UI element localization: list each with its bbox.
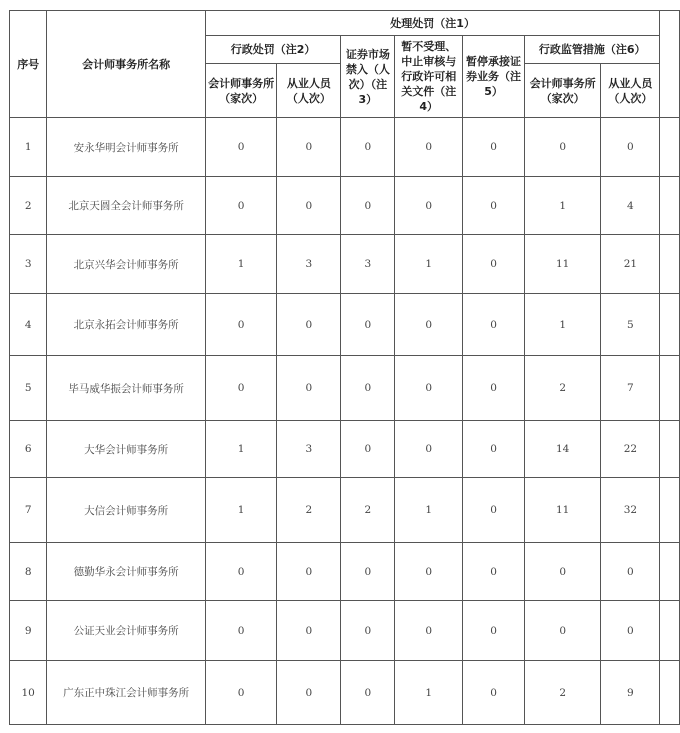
row-cut-cell: [660, 118, 680, 177]
row-value: 0: [524, 601, 600, 661]
row-value: 0: [277, 177, 341, 235]
row-value: 0: [341, 421, 395, 478]
row-value: 1: [205, 235, 277, 294]
header-reg-staff-count: 从业人员（人次）: [601, 64, 660, 118]
row-cut-cell: [660, 661, 680, 725]
row-value: 14: [524, 421, 600, 478]
row-value: 0: [277, 118, 341, 177]
header-seq: 序号: [10, 11, 47, 118]
header-reg-firm-count: 会计师事务所（家次）: [524, 64, 600, 118]
row-value: 0: [463, 601, 525, 661]
row-value: 11: [524, 478, 600, 543]
row-firm-name: 安永华明会计师事务所: [47, 118, 205, 177]
row-cut-cell: [660, 421, 680, 478]
row-value: 0: [205, 601, 277, 661]
row-seq: 3: [10, 235, 47, 294]
row-value: 22: [601, 421, 660, 478]
row-value: 0: [205, 356, 277, 421]
row-value: 7: [601, 356, 660, 421]
row-firm-name: 毕马威华振会计师事务所: [47, 356, 205, 421]
header-suspension-review: 暂不受理、中止审核与行政许可相关文件（注4）: [395, 36, 463, 118]
row-value: 0: [341, 661, 395, 725]
row-firm-name: 大华会计师事务所: [47, 421, 205, 478]
row-cut-cell: [660, 478, 680, 543]
row-firm-name: 公证天业会计师事务所: [47, 601, 205, 661]
row-value: 0: [395, 118, 463, 177]
row-value: 1: [524, 294, 600, 356]
row-value: 0: [395, 294, 463, 356]
row-seq: 5: [10, 356, 47, 421]
row-value: 32: [601, 478, 660, 543]
row-value: 0: [395, 543, 463, 601]
row-value: 2: [524, 356, 600, 421]
row-seq: 6: [10, 421, 47, 478]
row-value: 0: [341, 543, 395, 601]
row-value: 0: [395, 177, 463, 235]
row-value: 0: [463, 235, 525, 294]
row-cut-cell: [660, 543, 680, 601]
header-group: 处理处罚（注1）: [205, 11, 660, 36]
row-value: 1: [205, 478, 277, 543]
row-value: 0: [277, 661, 341, 725]
table-row: [10, 421, 680, 478]
row-value: 0: [205, 118, 277, 177]
row-value: 3: [277, 235, 341, 294]
row-seq: 10: [10, 661, 47, 725]
row-value: 5: [601, 294, 660, 356]
row-seq: 8: [10, 543, 47, 601]
row-cut-cell: [660, 177, 680, 235]
row-value: 0: [341, 177, 395, 235]
row-value: 0: [341, 356, 395, 421]
row-firm-name: 广东正中珠江会计师事务所: [47, 661, 205, 725]
row-seq: 4: [10, 294, 47, 356]
row-value: 1: [395, 478, 463, 543]
row-value: 0: [205, 294, 277, 356]
row-value: 1: [395, 661, 463, 725]
table-row: [10, 118, 680, 177]
table-row: [10, 177, 680, 235]
header-admin-penalty: 行政处罚（注2）: [205, 36, 340, 64]
row-seq: 1: [10, 118, 47, 177]
table-row: [10, 294, 680, 356]
row-value: 0: [205, 543, 277, 601]
row-seq: 7: [10, 478, 47, 543]
row-value: 0: [524, 543, 600, 601]
row-value: 0: [277, 356, 341, 421]
row-value: 11: [524, 235, 600, 294]
row-value: 0: [463, 478, 525, 543]
row-value: 0: [601, 601, 660, 661]
row-value: 9: [601, 661, 660, 725]
row-value: 0: [341, 118, 395, 177]
row-value: 0: [205, 177, 277, 235]
row-value: 0: [463, 543, 525, 601]
row-cut-cell: [660, 235, 680, 294]
header-securities-ban: 证券市场禁入（人次）（注3）: [341, 36, 395, 118]
row-value: 2: [277, 478, 341, 543]
row-value: 4: [601, 177, 660, 235]
row-value: 0: [601, 118, 660, 177]
row-cut-cell: [660, 601, 680, 661]
row-value: 0: [463, 356, 525, 421]
row-value: 0: [395, 601, 463, 661]
row-value: 0: [463, 421, 525, 478]
table-row: [10, 543, 680, 601]
table-row: [10, 661, 680, 725]
row-firm-name: 北京天圆全会计师事务所: [47, 177, 205, 235]
row-cut-cell: [660, 294, 680, 356]
row-value: 0: [277, 601, 341, 661]
row-firm-name: 北京永拓会计师事务所: [47, 294, 205, 356]
header-regulatory-measures: 行政监管措施（注6）: [524, 36, 659, 64]
row-value: 0: [205, 661, 277, 725]
header-admin-firm-count: 会计师事务所（家次）: [205, 64, 277, 118]
row-value: 0: [463, 661, 525, 725]
row-value: 0: [463, 177, 525, 235]
row-cut-cell: [660, 356, 680, 421]
row-value: 21: [601, 235, 660, 294]
header-cut-column: [660, 11, 680, 118]
table-row: [10, 601, 680, 661]
row-value: 0: [524, 118, 600, 177]
row-value: 3: [277, 421, 341, 478]
row-value: 0: [395, 421, 463, 478]
row-firm-name: 北京兴华会计师事务所: [47, 235, 205, 294]
row-value: 2: [524, 661, 600, 725]
row-value: 0: [277, 294, 341, 356]
header-admin-staff-count: 从业人员（人次）: [277, 64, 341, 118]
row-value: 0: [341, 601, 395, 661]
row-value: 2: [341, 478, 395, 543]
penalty-table: [9, 10, 680, 725]
table-row: [10, 235, 680, 294]
table-row: [10, 478, 680, 543]
header-firm-name: 会计师事务所名称: [47, 11, 205, 118]
row-value: 1: [395, 235, 463, 294]
row-value: 0: [463, 294, 525, 356]
row-seq: 2: [10, 177, 47, 235]
row-value: 0: [395, 356, 463, 421]
row-value: 0: [463, 118, 525, 177]
row-firm-name: 大信会计师事务所: [47, 478, 205, 543]
row-firm-name: 德勤华永会计师事务所: [47, 543, 205, 601]
row-value: 0: [277, 543, 341, 601]
row-value: 3: [341, 235, 395, 294]
row-value: 0: [341, 294, 395, 356]
header-suspend-business: 暂停承接证券业务（注5）: [463, 36, 525, 118]
row-value: 0: [601, 543, 660, 601]
row-value: 1: [524, 177, 600, 235]
row-seq: 9: [10, 601, 47, 661]
row-value: 1: [205, 421, 277, 478]
table-row: [10, 356, 680, 421]
